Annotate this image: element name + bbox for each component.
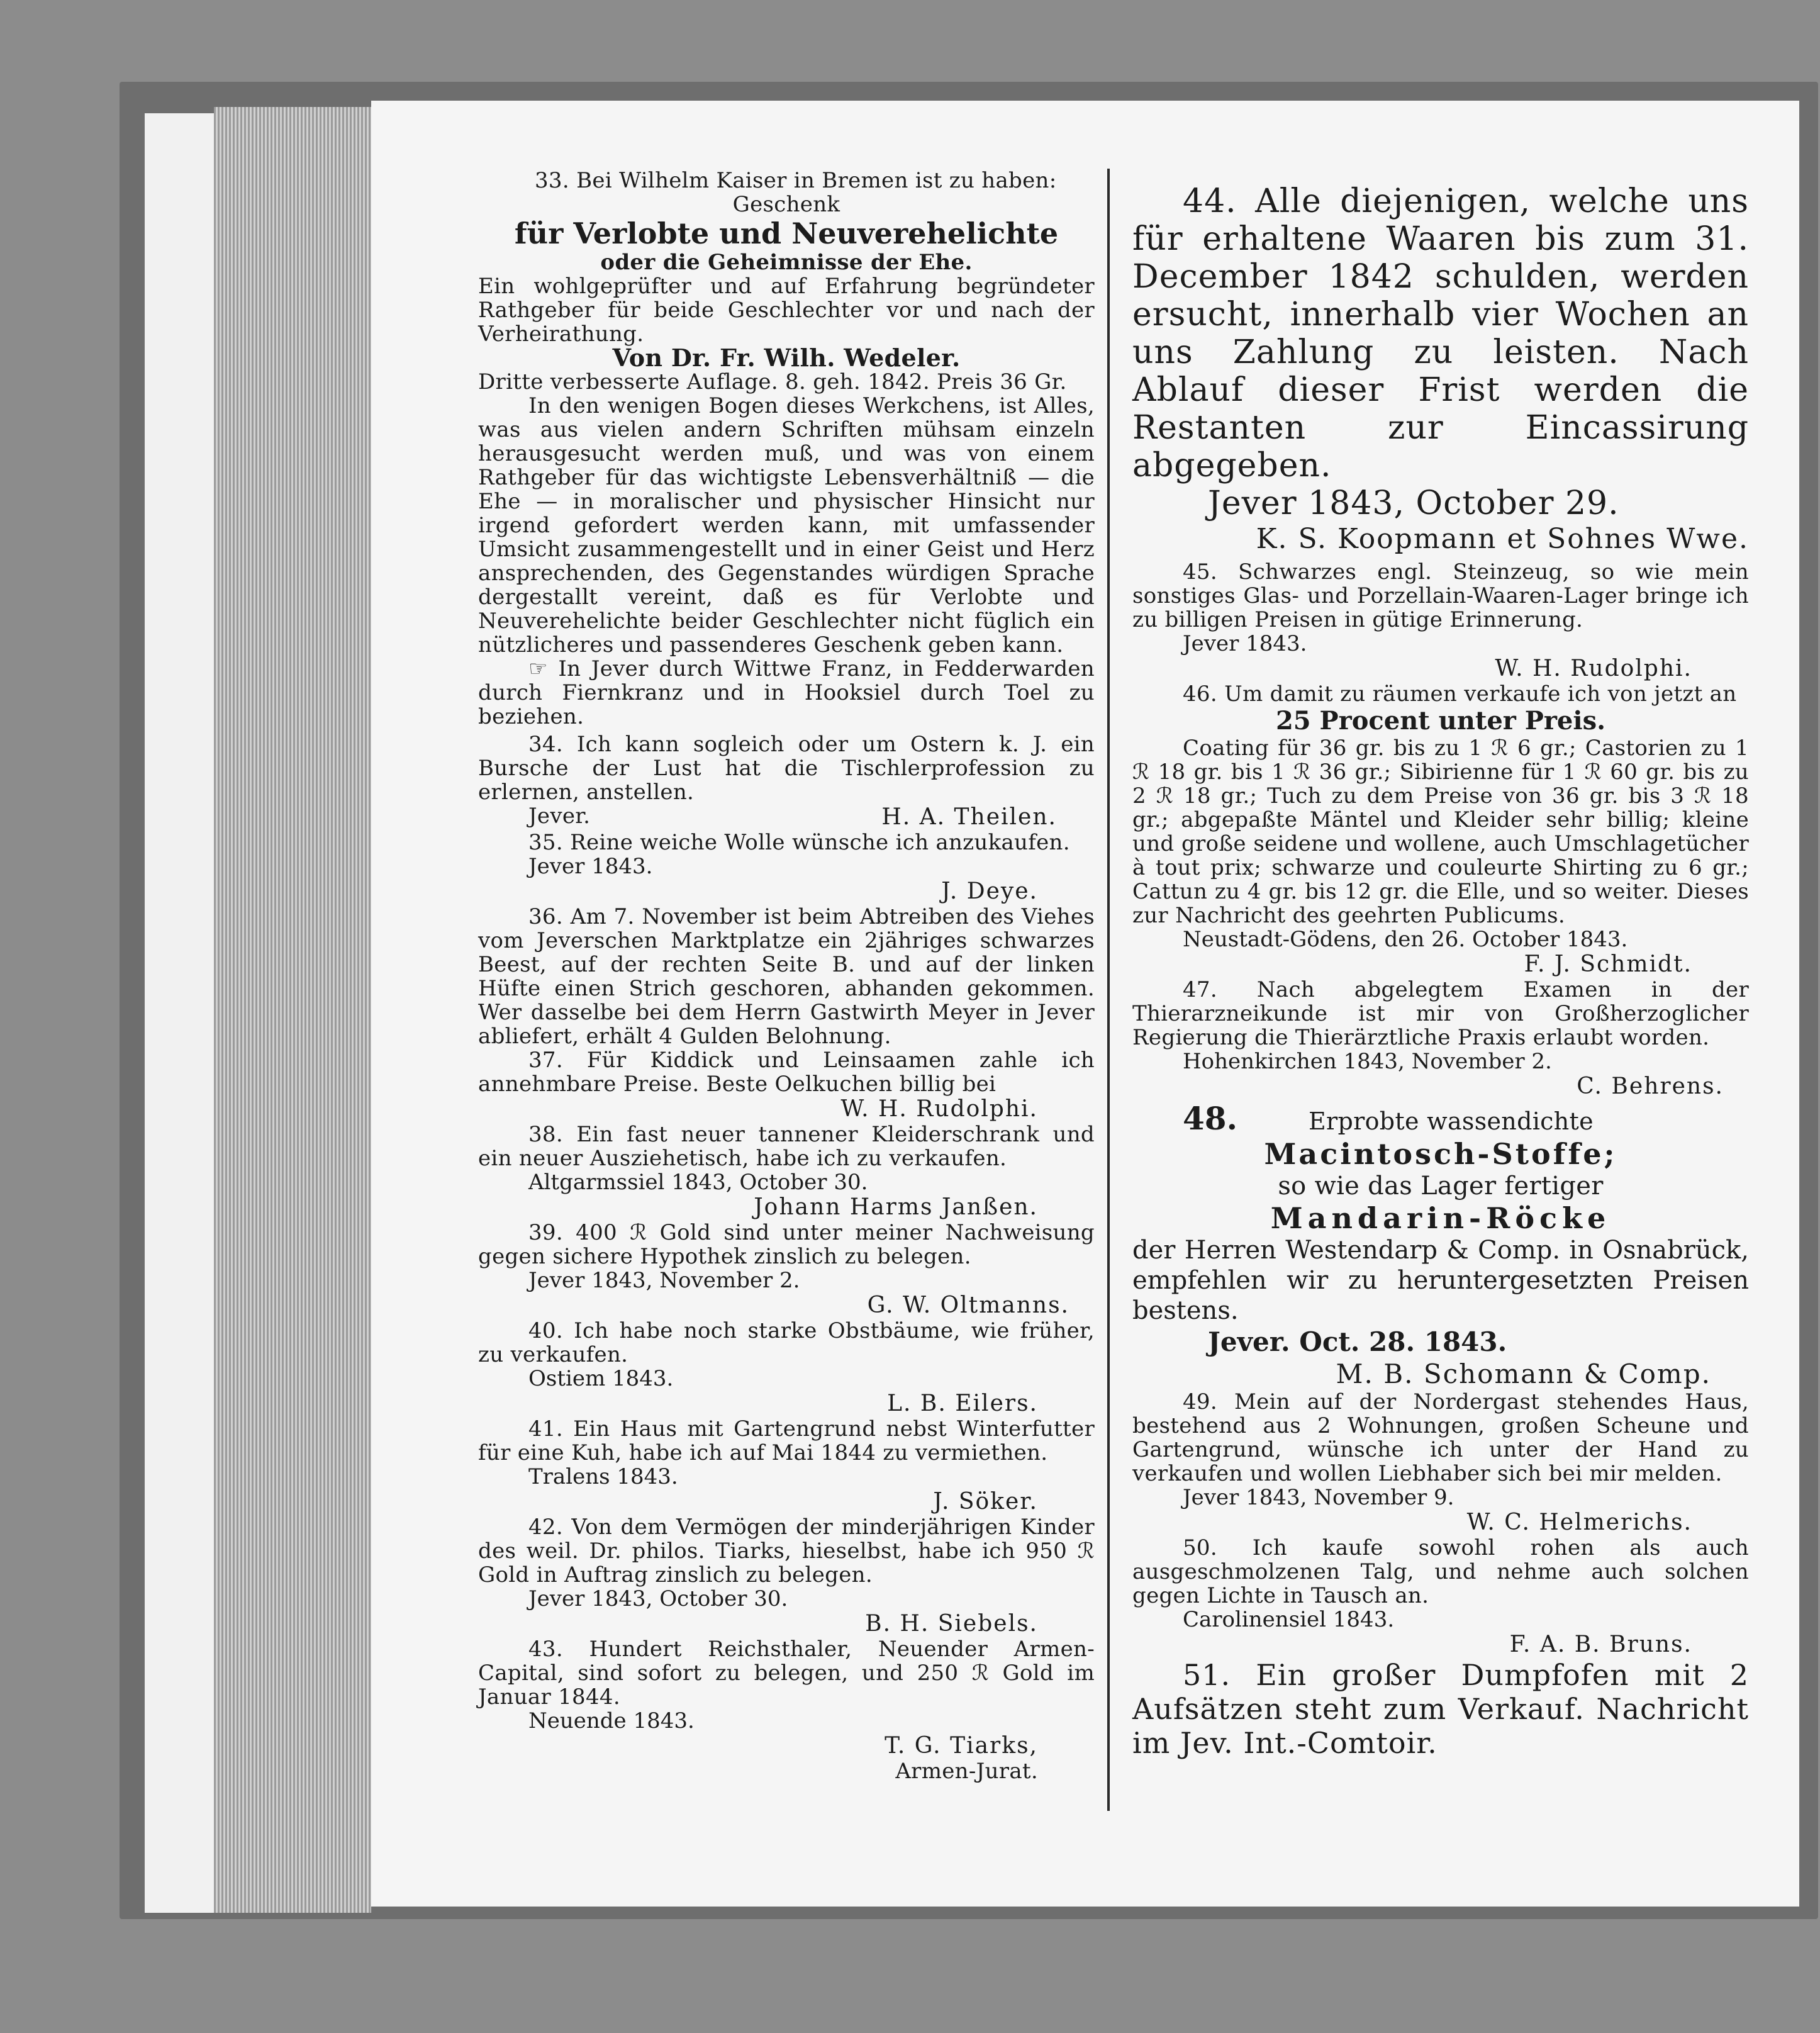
ad-text: 37. Für Kiddick und Leinsaamen zahle ich annehmbare Preise. Beste Oelkuchen billig bei [478, 1048, 1095, 1097]
ad-date: Tralens 1843. [528, 1464, 678, 1489]
ad-date: Jever 1843, October 29. [1208, 484, 1619, 522]
ad-46 [1132, 682, 1749, 978]
ad-text: Coating für 36 gr. bis zu 1 ℛ 6 gr.; Castorien zu 1 ℛ 18 gr. bis 1 ℛ 36 gr.; Sibirienne für 1 ℛ 60 gr. bis zu 2 ℛ 18 gr.; Tuch zu dem Preise von 36 gr. bis 3 ℛ 18 gr.; abgepaßte Mäntel und Kleider sehr billig; kleine und große seidene und wollene, auch Umschlagetücher à tout prix; schwarze und couleurte Shirting zu 6 gr.; Cattun zu 4 gr. bis 12 gr. die Elle, und so weiter. Dieses zur Nachricht des geehrten Publicums. [1132, 736, 1749, 928]
ad-49 [1132, 1390, 1749, 1536]
ad-date: Jever. Oct. 28. 1843. [1208, 1326, 1507, 1357]
ad-signature: W. H. Rudolphi. [1495, 656, 1692, 681]
right-column [1132, 182, 1749, 1760]
ad-signature: W. H. Rudolphi. [840, 1096, 1038, 1122]
ad-41 [478, 1417, 1095, 1515]
ad-number: 48. [1183, 1100, 1237, 1137]
ad-signature: T. G. Tiarks, [885, 1733, 1038, 1759]
ad-39 [478, 1221, 1095, 1319]
ad-signature: G. W. Oltmanns. [867, 1292, 1069, 1318]
ad-text: 43. Hundert Reichsthaler, Neuender Armen-Capital, sind sofort zu belegen, und 250 ℛ Gold im Januar 1844. [478, 1637, 1095, 1710]
ad-51 [1132, 1658, 1749, 1760]
ad-place: Jever. [528, 804, 591, 829]
ad-date: Jever 1843. [528, 854, 653, 879]
ad-signature: F. A. B. Bruns. [1509, 1632, 1692, 1657]
ad-text: 39. 400 ℛ Gold sind unter meiner Nachweisung gegen sichere Hypothek zinslich zu belegen. [478, 1220, 1095, 1269]
ad-34 [478, 732, 1095, 831]
ad-text: der Herren Westendarp & Comp. in Osnabrück, empfehlen wir zu heruntergesetzten Preisen bestens. [1132, 1236, 1749, 1325]
ad-note: ☞ In Jever durch Wittwe Franz, in Fedderwarden durch Fiernkranz und in Hooksiel durch Toel zu beziehen. [478, 656, 1095, 729]
ad-signature-title: Armen-Jurat. [895, 1759, 1038, 1784]
ad-signature: F. J. Schmidt. [1524, 951, 1692, 977]
ad-40 [478, 1319, 1095, 1417]
ad-signature: J. Söker. [933, 1489, 1038, 1515]
ad-author: Von Dr. Fr. Wilh. Wedeler. [612, 344, 961, 372]
ad-signature: L. B. Eilers. [887, 1391, 1038, 1416]
ad-date: Altgarmssiel 1843, October 30. [528, 1170, 868, 1195]
page-block [214, 107, 371, 1913]
ad-body: In den wenigen Bogen dieses Werkchens, ist Alles, was aus vielen andern Schriften mühsam einzeln herausgesucht werden muß, und was von einem Rathgeber für das wichtigste Lebensverhältniß — die Ehe — in moralischer und physischer Hinsicht nur irgend gefordert werden kann, mit umfassender Umsicht zusammengestellt und in einer Geist und Herz ansprechenden, des Gegenstandes würdigen Sprache dergestallt vereint, daß es für Verlobte und Neuverehelichte beider Geschlechter nicht füglich ein nützlicheres und passenderes Geschenk geben kann. [478, 393, 1095, 658]
ad-text: 35. Reine weiche Wolle wünsche ich anzukaufen. [528, 830, 1070, 855]
left-column [478, 169, 1095, 1783]
ad-date: Jever 1843, November 2. [528, 1268, 800, 1293]
ad-text: 44. Alle diejenigen, welche uns für erhaltene Waaren bis zum 31. December 1842 schulden, werden ersucht, innerhalb vier Wochen an uns Zahlung zu leisten. Nach Ablauf dieser Frist werden die Restanten zur Eincassirung abgegeben. [1132, 182, 1749, 484]
ad-date: Hohenkirchen 1843, November 2. [1183, 1049, 1552, 1074]
ad-signature: H. A. Theilen. [881, 804, 1057, 830]
ad-text: 36. Am 7. November ist beim Abtreiben des Viehes vom Jeverschen Marktplatze ein 2jähriges schwarzes Beest, auf der rechten Seite B. und auf der linken Hüfte einen Strich geschoren, abhanden gekommen. Wer dasselbe bei dem Herrn Gastwirth Meyer in Jever abliefert, erhält 4 Gulden Belohnung. [478, 904, 1095, 1049]
ad-text: 47. Nach abgelegtem Examen in der Thierarzneikunde ist mir von Großherzoglicher Regierung die Thierärztliche Praxis erlaubt worden. [1132, 977, 1749, 1050]
ad-signature: K. S. Koopmann et Sohnes Wwe. [1256, 523, 1749, 555]
ad-intro: 46. Um damit zu räumen verkaufe ich von jetzt an [1183, 681, 1737, 707]
ad-45 [1132, 560, 1749, 682]
ad-text: 50. Ich kaufe sowohl rohen als auch ausgeschmolzenen Talg, und nehme auch solchen gegen Lichte in Tausch an. [1132, 1535, 1749, 1608]
ad-date: Jever 1843, November 9. [1183, 1485, 1454, 1510]
ad-35 [478, 831, 1095, 905]
ad-44 [1132, 182, 1749, 556]
ad-37 [478, 1048, 1095, 1123]
ad-text: 41. Ein Haus mit Gartengrund nebst Winterfutter für eine Kuh, habe ich auf Mai 1844 zu vermiethen. [478, 1416, 1095, 1465]
column-rule [1107, 169, 1110, 1811]
ad-text: 38. Ein fast neuer tannener Kleiderschrank und ein neuer Ausziehetisch, habe ich zu verkaufen. [478, 1122, 1095, 1171]
ad-signature: W. C. Helmerichs. [1466, 1509, 1692, 1535]
ad-line4: Mandarin-Röcke [1270, 1201, 1611, 1235]
ad-47 [1132, 978, 1749, 1100]
ad-signature: J. Deye. [941, 878, 1038, 904]
ad-text: 45. Schwarzes engl. Steinzeug, so wie mein sonstiges Glas- und Porzellain-Waaren-Lager bringe ich zu billigen Preisen in gütige Erinnerung. [1132, 559, 1749, 632]
ad-signature: B. H. Siebels. [865, 1611, 1038, 1637]
ad-signature: Johann Harms Janßen. [754, 1194, 1038, 1220]
ad-title: für Verlobte und Neuverehelichte [514, 216, 1059, 250]
ad-48 [1132, 1100, 1749, 1390]
ad-text: 34. Ich kann sogleich oder um Ostern k. J. ein Bursche der Lust hat die Tischlerprofession zu erlernen, anstellen. [478, 732, 1095, 805]
ad-word: Geschenk [732, 192, 840, 217]
ad-date: Carolinensiel 1843. [1183, 1607, 1395, 1632]
ad-50 [1132, 1536, 1749, 1658]
ad-signature: M. B. Schomann & Comp. [1336, 1358, 1711, 1389]
ad-intro: 33. Bei Wilhelm Kaiser in Bremen ist zu haben: [535, 168, 1057, 193]
ad-edition: Dritte verbesserte Auflage. 8. geh. 1842. Preis 36 Gr. [478, 369, 1067, 395]
ad-33 [478, 169, 1095, 729]
ad-text: 40. Ich habe noch starke Obstbäume, wie früher, zu verkaufen. [478, 1318, 1095, 1367]
ad-headline: 25 Procent unter Preis. [1275, 706, 1606, 736]
ad-text: 49. Mein auf der Nordergast stehendes Haus, bestehend aus 2 Wohnungen, großen Scheune und Gartengrund, wünsche ich unter der Hand zu verkaufen und wollen Liebhaber sich bei mir melden. [1132, 1389, 1749, 1486]
ad-date: Ostiem 1843. [528, 1366, 674, 1391]
ad-date: Neuende 1843. [528, 1708, 695, 1733]
ad-36 [478, 905, 1095, 1048]
ad-date: Jever 1843. [1183, 631, 1307, 656]
ad-subtitle: oder die Geheimnisse der Ehe. [600, 250, 973, 275]
ad-38 [478, 1123, 1095, 1221]
ad-text: 51. Ein großer Dumpfofen mit 2 Aufsätzen steht zum Verkauf. Nachricht im Jev. Int.-Comtoir. [1132, 1658, 1749, 1760]
ad-date: Neustadt-Gödens, den 26. October 1843. [1183, 927, 1628, 952]
ad-line2: Macintosch-Stoffe; [1264, 1137, 1617, 1171]
ad-signature: C. Behrens. [1577, 1073, 1724, 1099]
ad-43 [478, 1637, 1095, 1783]
ad-desc: Ein wohlgeprüfter und auf Erfahrung begründeter Rathgeber für beide Geschlechter vor und nach der Verheirathung. [478, 274, 1095, 347]
ad-line1: Erprobte wassendichte [1309, 1107, 1594, 1135]
ad-text: 42. Von dem Vermögen der minderjährigen Kinder des weil. Dr. philos. Tiarks, hieselbst, habe ich 950 ℛ Gold in Auftrag zinslich zu belegen. [478, 1515, 1095, 1588]
ad-date: Jever 1843, October 30. [528, 1586, 788, 1611]
ad-42 [478, 1515, 1095, 1637]
ad-line3: so wie das Lager fertiger [1278, 1172, 1604, 1201]
